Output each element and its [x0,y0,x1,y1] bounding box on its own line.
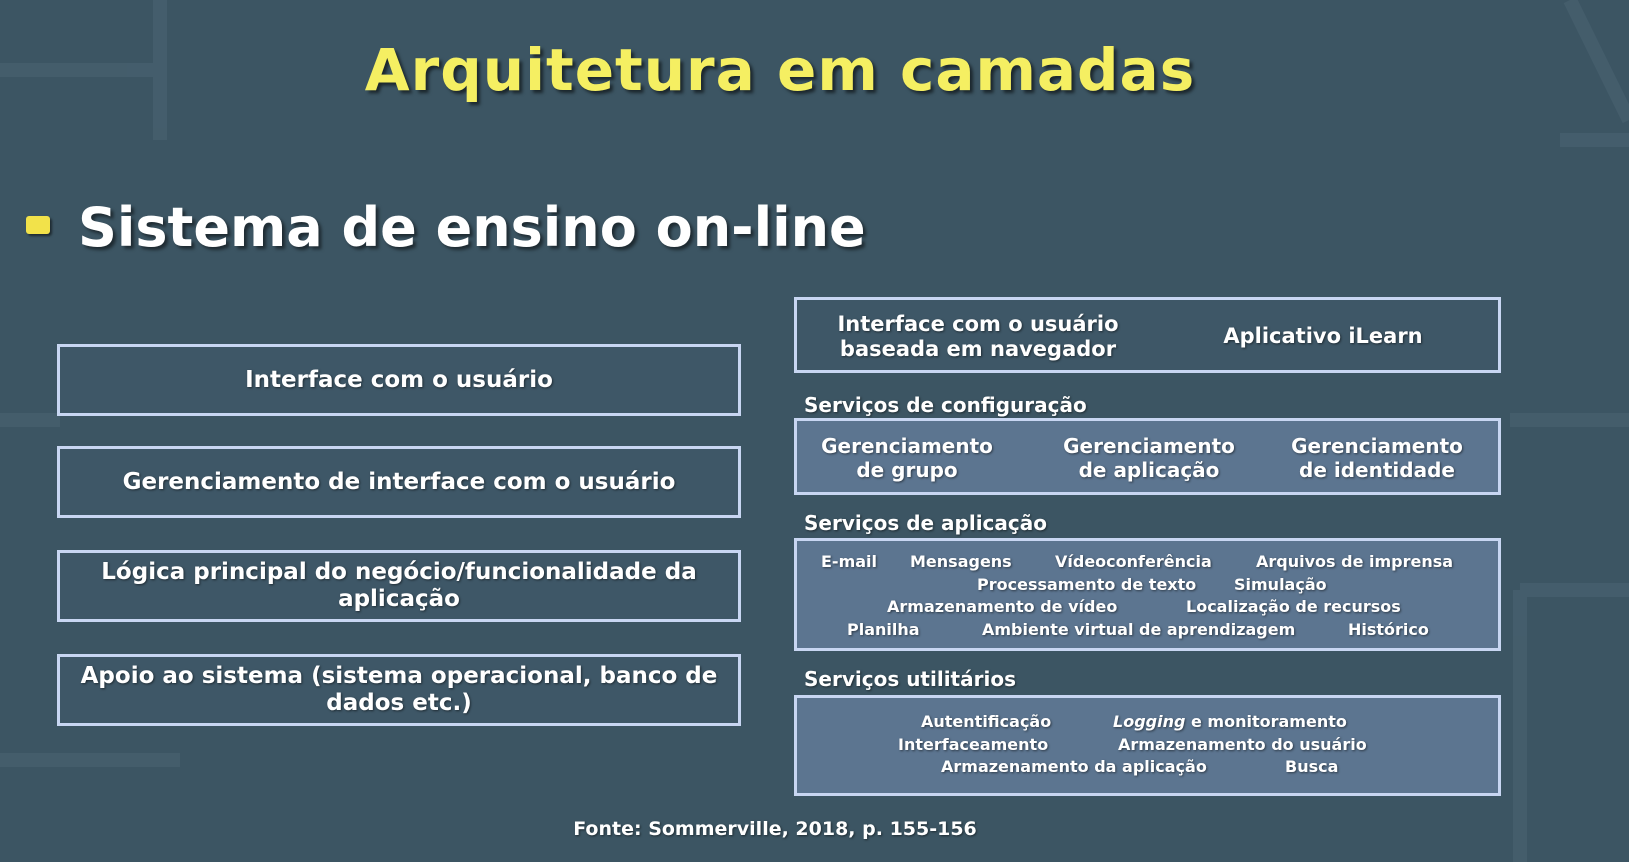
identity-management-line1: Gerenciamento [1291,434,1463,458]
browser-ui-label [819,312,1137,362]
layer-user-interface: Interface com o usuário [57,344,741,416]
service-video-storage: Armazenamento de vídeo [887,597,1118,616]
identity-management [1279,434,1475,482]
layer-system-support: Apoio ao sistema (sistema operacional, banco de dados etc.) [57,654,741,726]
browser-ui-line2: baseada em navegador [839,337,1117,361]
utility-interfacing: Interfaceamento [898,735,1049,754]
slide-heading: Sistema de ensino on-line [78,196,866,259]
utility-monitoring: e monitoramento [1191,712,1347,731]
service-resource-finding: Localização de recursos [1186,597,1401,616]
utility-logging: Logging [1113,712,1186,731]
service-virtual-learning: Ambiente virtual de aprendizagem [982,620,1296,639]
browser-ui-line1: Interface com o usuário [837,312,1119,336]
group-management [809,434,1005,482]
application-management [1051,434,1247,482]
application-management-line2: de aplicação [1078,458,1220,482]
service-press-files: Arquivos de imprensa [1256,552,1454,571]
service-spreadsheet: Planilha [847,620,920,639]
config-services-label: Serviços de configuração [804,393,1087,417]
config-services-box [794,418,1501,495]
utility-user-storage: Armazenamento do usuário [1118,735,1367,754]
group-management-line1: Gerenciamento [821,434,993,458]
service-email: E-mail [821,552,878,571]
application-management-line1: Gerenciamento [1063,434,1235,458]
ilearn-app-label: Aplicativo iLearn [1223,324,1423,348]
identity-management-line2: de identidade [1299,458,1455,482]
service-simulation: Simulação [1234,575,1327,594]
app-services-box [794,538,1501,651]
utility-logging-monitoring [1113,712,1347,731]
utility-app-storage: Armazenamento da aplicação [941,757,1207,776]
source-citation: Fonte: Sommerville, 2018, p. 155-156 [573,818,977,840]
bullet-icon [26,216,50,234]
service-messages: Mensagens [910,552,1012,571]
service-videoconference: Vídeoconferência [1055,552,1212,571]
layer-business-logic: Lógica principal do negócio/funcionalidade da aplicação [57,550,741,622]
service-word-processing: Processamento de texto [977,575,1197,594]
app-services-label: Serviços de aplicação [804,511,1047,535]
service-history: Histórico [1348,620,1429,639]
ilearn-ui-box [794,297,1501,373]
group-management-line2: de grupo [856,458,958,482]
layer-ui-management: Gerenciamento de interface com o usuário [57,446,741,518]
utility-services-label: Serviços utilitários [804,667,1016,691]
utility-search: Busca [1285,757,1339,776]
utility-authentication: Autentificação [921,712,1052,731]
slide-title: Arquitetura em camadas [364,36,1196,104]
utility-services-box [794,695,1501,796]
